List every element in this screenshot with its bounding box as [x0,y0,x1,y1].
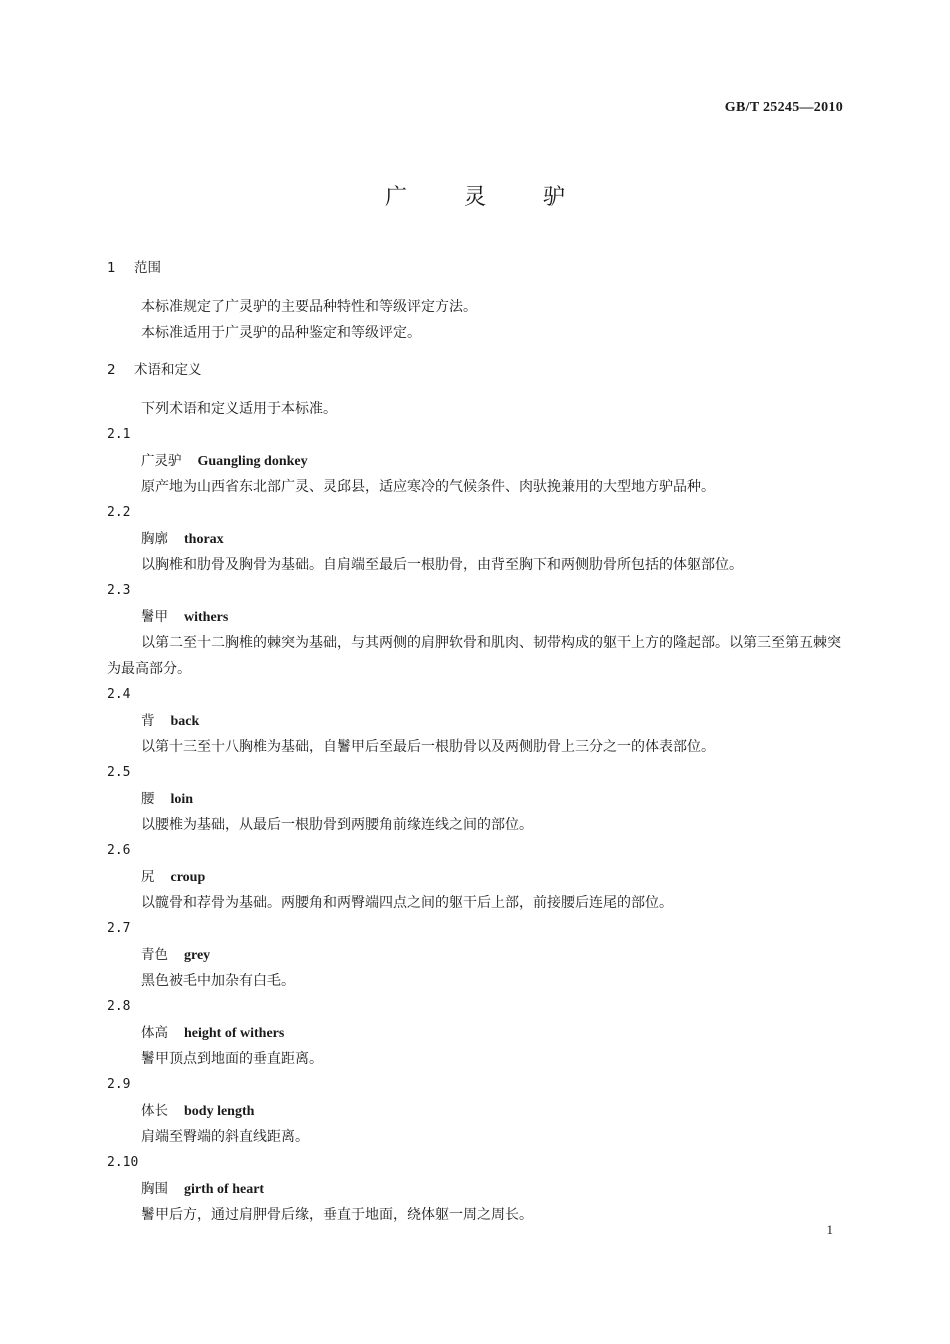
term-entry [107,526,847,552]
page-number: 1 [826,1222,833,1237]
term-definition: 以腰椎为基础，从最后一根肋骨到两腰角前缘连线之间的部位。 [141,817,533,833]
term-entry [107,708,847,734]
paragraph: 下列术语和定义适用于本标准。 [141,401,337,417]
paragraph: 本标准规定了广灵驴的主要品种特性和等级评定方法。 [141,299,477,315]
term-entry [107,1020,847,1046]
term-definition: 以第二至十二胸椎的棘突为基础，与其两侧的肩胛软骨和肌肉、韧带构成的躯干上方的隆起部。以第三至第五棘突为最高部分。 [107,635,841,677]
term-definition: 原产地为山西省东北部广灵、灵邱县，适应寒冷的气候条件、肉驮挽兼用的大型地方驴品种。 [141,479,715,495]
standard-code: GB/T 25245—2010 [724,100,843,115]
term-zh: 腰 [141,791,155,807]
title-char: 广 [384,185,407,210]
clause-number: 2.7 [107,921,131,936]
clause-number: 2.4 [107,687,131,702]
section-title: 术语和定义 [134,362,202,378]
term-en: croup [170,870,206,885]
term-entry [107,448,847,474]
term-zh: 尻 [141,869,155,885]
term-zh: 广灵驴 [141,453,182,469]
term-en: thorax [184,532,224,547]
clause-number: 2.6 [107,843,131,858]
section-number: 1 [107,260,116,276]
term-entry [107,786,847,812]
document-body [107,256,847,1228]
clause-number: 2.8 [107,999,131,1014]
term-zh: 体长 [141,1103,168,1119]
clause-number: 2.10 [107,1155,139,1170]
section-number: 2 [107,362,116,378]
title-char: 驴 [543,185,566,210]
title-char: 灵 [463,185,486,210]
term-en: body length [184,1104,255,1119]
term-en: loin [170,792,194,807]
section-heading-terms [107,358,847,382]
term-definition: 鬐甲顶点到地面的垂直距离。 [141,1051,323,1067]
term-entry [107,942,847,968]
term-zh: 胸廓 [141,531,168,547]
clause-number: 2.5 [107,765,131,780]
clause-number: 2.2 [107,505,131,520]
term-en: grey [184,948,211,963]
term-zh: 体高 [141,1025,168,1041]
term-entry [107,864,847,890]
clause-number: 2.1 [107,427,131,442]
term-en: withers [184,610,229,625]
term-entry [107,1176,847,1202]
terms-list [107,422,847,1228]
term-en: height of withers [184,1026,285,1041]
term-en: back [170,714,200,729]
term-zh: 青色 [141,947,168,963]
section-heading-scope [107,256,847,280]
term-definition: 以胸椎和肋骨及胸骨为基础。自肩端至最后一根肋骨，由背至胸下和两侧肋骨所包括的体躯部位。 [141,557,743,573]
section-title: 范围 [134,260,161,276]
term-zh: 背 [141,713,155,729]
term-zh: 鬐甲 [141,609,168,625]
term-en: girth of heart [184,1182,265,1197]
term-definition: 鬐甲后方，通过肩胛骨后缘，垂直于地面，绕体躯一周之周长。 [141,1207,533,1223]
term-en: Guangling donkey [197,454,308,469]
term-zh: 胸围 [141,1181,168,1197]
clause-number: 2.3 [107,583,131,598]
term-definition: 以髋骨和荐骨为基础。两腰角和两臀端四点之间的躯干后上部，前接腰后连尾的部位。 [141,895,673,911]
clause-number: 2.9 [107,1077,131,1092]
paragraph: 本标准适用于广灵驴的品种鉴定和等级评定。 [141,325,421,341]
term-definition: 黑色被毛中加杂有白毛。 [141,973,295,989]
term-entry [107,604,847,630]
document-title [0,180,950,211]
term-definition: 以第十三至十八胸椎为基础，自鬐甲后至最后一根肋骨以及两侧肋骨上三分之一的体表部位。 [141,739,715,755]
term-definition: 肩端至臀端的斜直线距离。 [141,1129,309,1145]
term-entry [107,1098,847,1124]
